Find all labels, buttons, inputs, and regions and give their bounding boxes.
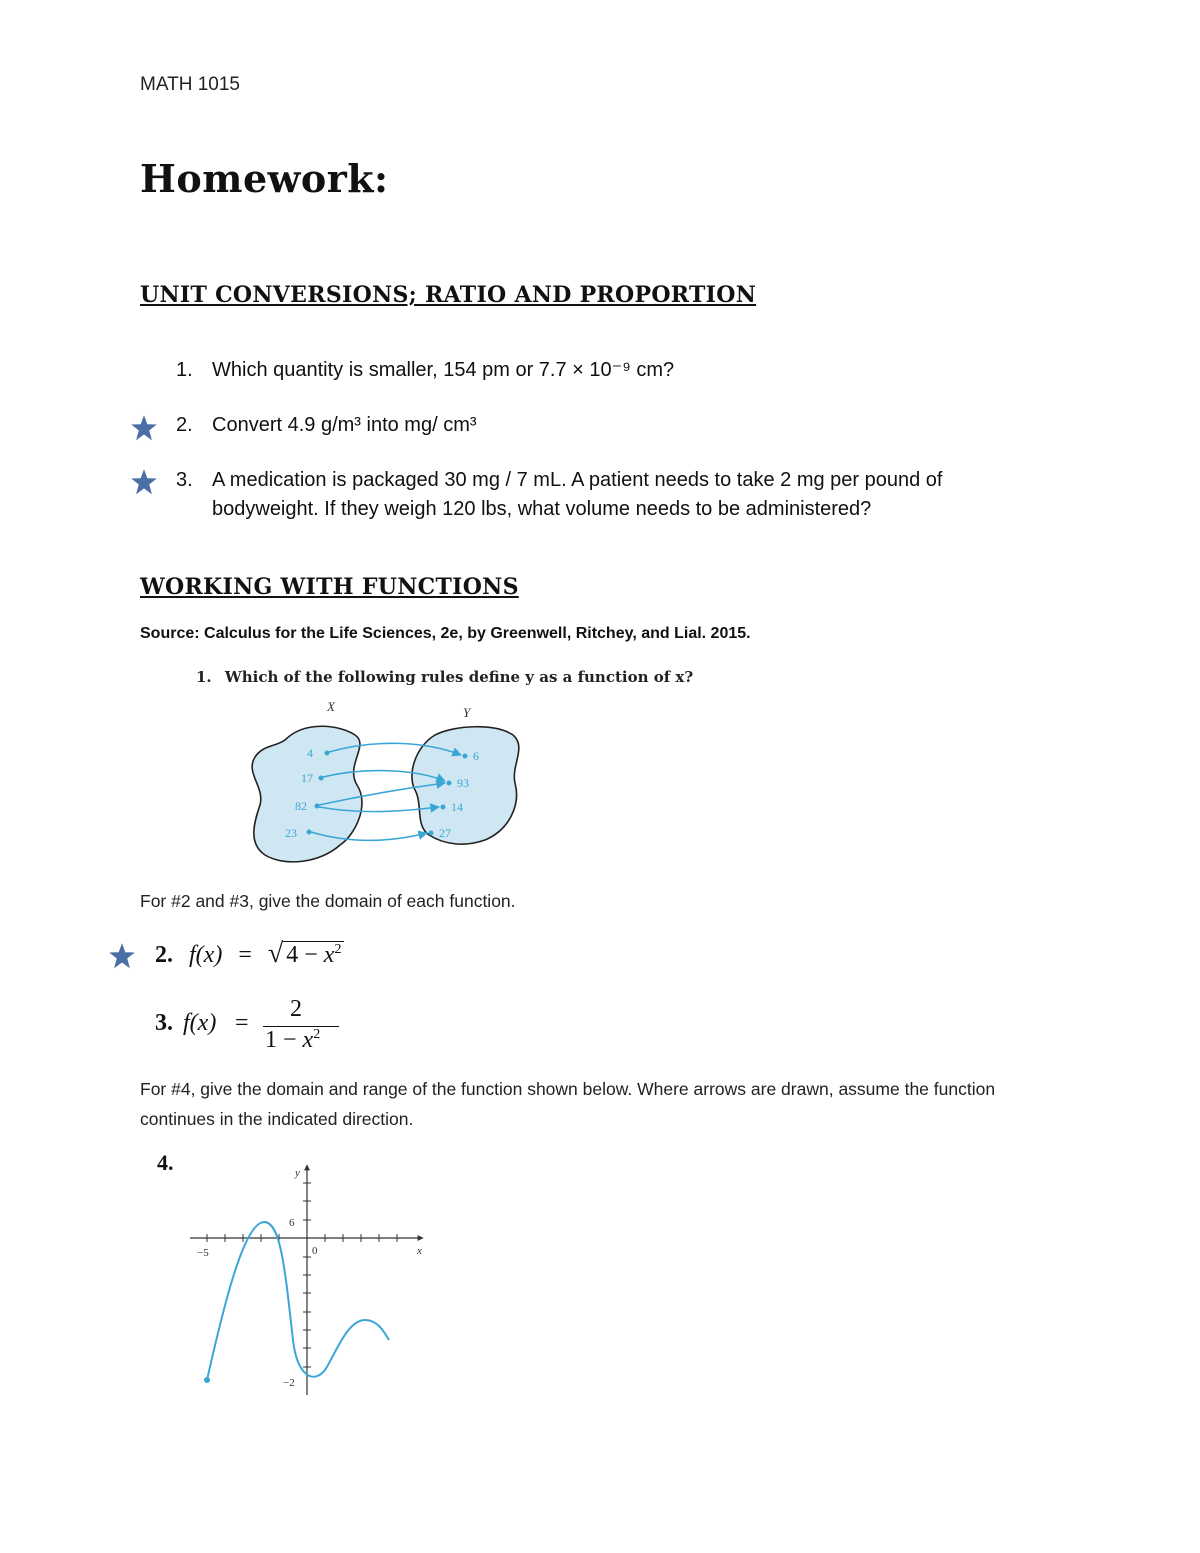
star-icon [108, 942, 136, 970]
function-graph [185, 1160, 435, 1400]
sqrt-symbol: √ [267, 938, 284, 969]
equals-sign: = [238, 942, 252, 968]
endpoint [204, 1377, 210, 1383]
denominator: $1 - x^2$ [265, 1027, 321, 1053]
question-text: Which quantity is smaller, 154 pm or 7.7 × 10⁻⁹ cm? [212, 359, 675, 381]
function-2 [155, 938, 415, 978]
x-value: 23 [285, 826, 297, 840]
function-curve [207, 1222, 389, 1380]
section-heading-functions: WORKING WITH FUNCTIONS [140, 574, 519, 600]
question-number: 1. [196, 668, 212, 686]
tick-label: 0 [312, 1245, 318, 1257]
x-value: 82 [295, 799, 307, 813]
y-axis-label: y [295, 1167, 300, 1179]
numerator: 2 [290, 996, 302, 1022]
tick-label: 6 [289, 1217, 295, 1229]
radicand: $4 - x^2$ [283, 941, 344, 968]
question-number: 1. [176, 359, 193, 381]
source-citation: Source: Calculus for the Life Sciences, 2e, by Greenwell, Ritchey, and Lial. 2015. [140, 625, 751, 642]
x-value: 4 [307, 746, 313, 760]
section-heading-unit-conversions: UNIT CONVERSIONS; RATIO AND PROPORTION [140, 282, 757, 308]
star-icon [130, 414, 158, 442]
codomain-label: Y [463, 705, 471, 720]
x-value: 17 [301, 771, 313, 785]
equals-sign: = [235, 1010, 249, 1036]
problem-number: 4. [157, 1150, 174, 1175]
question-number: 2. [176, 414, 193, 436]
page-title: Homework: [140, 156, 389, 201]
question-text: Convert 4.9 g/m³ into mg/ cm³ [212, 414, 477, 436]
domain-instruction: For #2 and #3, give the domain of each function. [140, 891, 516, 911]
y-value: 93 [457, 776, 469, 790]
question-2 [176, 411, 1076, 441]
problem-number: 2. [155, 942, 173, 968]
tick-label: −5 [197, 1247, 209, 1259]
function-lhs: f(x) [189, 942, 223, 968]
star-icon [130, 468, 158, 496]
question-text: A medication is packaged 30 mg / 7 mL. A patient needs to take 2 mg per pound of bodyweight. If they weigh 120 lbs, what volume needs to be administered? [212, 469, 943, 520]
function-lhs: f(x) [183, 1010, 217, 1036]
range-instruction: For #4, give the domain and range of the function shown below. Where arrows are drawn, assume the function continues in the indicated direction. [140, 1079, 996, 1129]
mapping-diagram [245, 695, 535, 875]
y-value: 6 [473, 749, 479, 763]
y-value: 14 [451, 800, 463, 814]
textbook-question-1 [196, 668, 693, 686]
question-text: Which of the following rules define y as a function of x? [224, 668, 694, 686]
domain-label: X [327, 699, 335, 714]
tick-label: −2 [283, 1377, 295, 1389]
question-1 [176, 356, 1076, 386]
course-code: MATH 1015 [140, 74, 240, 95]
question-number: 3. [176, 469, 193, 491]
question-3 [176, 466, 1076, 526]
x-axis-label: x [417, 1245, 422, 1257]
y-value: 27 [439, 826, 451, 840]
function-3 [155, 996, 415, 1056]
problem-number: 3. [155, 1010, 173, 1036]
